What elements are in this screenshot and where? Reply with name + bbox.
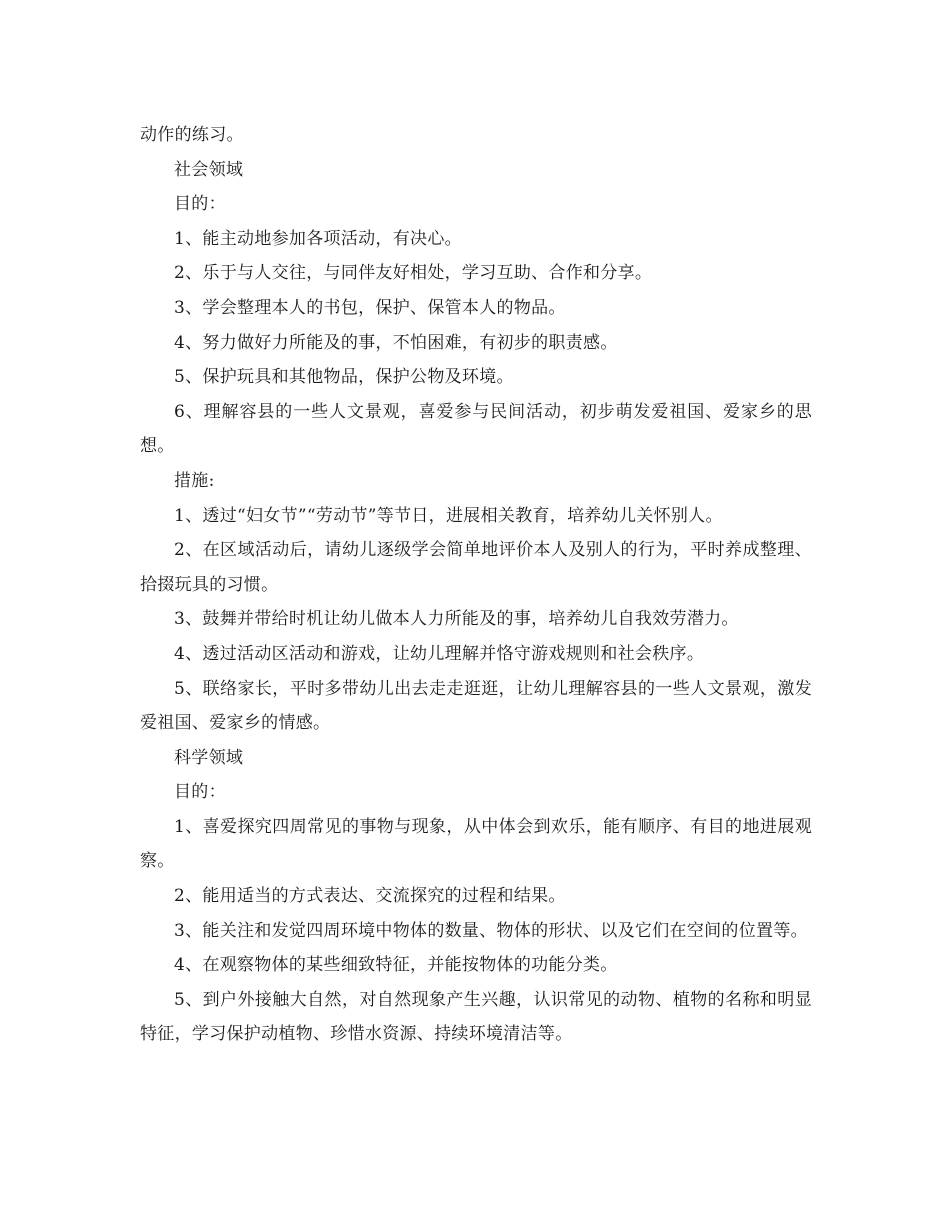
list-item: 4、透过活动区活动和游戏，让幼儿理解并恪守游戏规则和社会秩序。 <box>174 643 705 664</box>
list-item: 1、能主动地参加各项活动，有决心。 <box>174 228 462 249</box>
list-item: 3、能关注和发觉四周环境中物体的数量、物体的形状、以及它们在空间的位置等。 <box>174 920 808 941</box>
list-item: 1、喜爱探究四周常见的事物与现象，从中体会到欢乐，能有顺序、有目的地进展观察。 <box>140 816 812 872</box>
document-body <box>140 118 812 1052</box>
section-heading-social: 社会领域 <box>174 159 244 180</box>
list-item: 2、在区域活动后，请幼儿逐级学会简单地评价本人及别人的行为，平时养成整理、拾掇玩具的习惯。 <box>140 540 812 595</box>
paragraph-continuation: 动作的练习。 <box>140 125 244 145</box>
list-item: 2、乐于与人交往，与同伴友好相处，学习互助、合作和分享。 <box>174 263 653 284</box>
list-item: 5、保护玩具和其他物品，保护公物及环境。 <box>174 367 514 388</box>
section-heading-science: 科学领域 <box>174 747 244 768</box>
subheading-goals: 目的： <box>174 782 226 803</box>
list-item: 3、学会整理本人的书包，保护、保管本人的物品。 <box>174 297 566 318</box>
subheading-measures: 措施: <box>174 470 215 491</box>
list-item: 5、联络家长，平时多带幼儿出去走走逛逛，让幼儿理解容县的一些人文景观，激发爱祖国、爱家乡的情感。 <box>140 678 812 734</box>
list-item: 6、理解容县的一些人文景观，喜爱参与民间活动，初步萌发爱祖国、爱家乡的思想。 <box>140 401 812 457</box>
list-item: 1、透过“妇女节”“劳动节”等节日，进展相关教育，培养幼儿关怀别人。 <box>174 505 723 526</box>
subheading-goals: 目的： <box>174 194 226 215</box>
list-item: 4、努力做好力所能及的事，不怕困难，有初步的职责感。 <box>174 332 618 353</box>
list-item: 2、能用适当的方式表达、交流探究的过程和结果。 <box>174 886 566 907</box>
list-item: 3、鼓舞并带给时机让幼儿做本人力所能及的事，培养幼儿自我效劳潜力。 <box>174 609 739 630</box>
list-item: 5、到户外接触大自然，对自然现象产生兴趣，认识常见的动物、植物的名称和明显特征，学习保护动植物、珍惜水资源、持续环境清洁等。 <box>140 989 812 1045</box>
list-item: 4、在观察物体的某些细致特征，并能按物体的功能分类。 <box>174 955 618 976</box>
